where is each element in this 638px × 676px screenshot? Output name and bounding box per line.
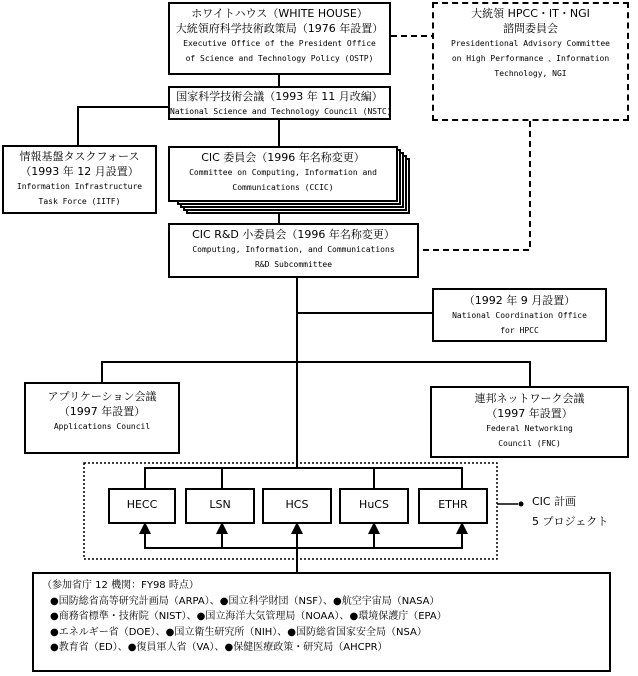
- fnc-box: [430, 386, 629, 458]
- nco-line-3: for HPCC: [500, 326, 539, 335]
- rd-line-2: Computing, Information, and Communications: [192, 245, 395, 254]
- cic-plan-label: [532, 492, 608, 532]
- line-projects-bottom: [145, 525, 462, 548]
- ostp-box: [168, 2, 391, 75]
- iitf-line-1: 情報基盤タスクフォース: [19, 150, 140, 163]
- ostp-line-2: 大統領府科学技術政策局（1976 年設置）: [175, 22, 384, 35]
- ccic-line-1: CIC 委員会（1996 年名称変更）: [201, 151, 365, 164]
- fnc-line-4: Council (FNC): [498, 439, 561, 448]
- ccic-box: [168, 146, 398, 202]
- applications-line-2: （1997 年設置）: [58, 405, 146, 418]
- nstc-line-1: 国家科学技術会議（1993 年 11 月改編）: [176, 90, 383, 103]
- agencies-header: （参加省庁 12 機関：FY98 時点）: [42, 580, 199, 591]
- advisory-line-3: Presidentional Advisory Committee: [451, 39, 610, 48]
- fnc-line-3: Federal Networking: [486, 424, 573, 433]
- ccic-line-2: Committee on Computing, Information and: [189, 168, 377, 177]
- advisory-line-5: Technology, NGI: [494, 69, 567, 78]
- agencies-row: ●国防総省高等研究計画局（ARPA）、●国立科学財団（NSF）、●航空宇宙局（NASA）: [50, 595, 440, 607]
- rd-line-3: R&D Subcommittee: [254, 260, 333, 269]
- applications-line-1: アプリケーション会議: [47, 390, 157, 403]
- project-hcs: HCS: [262, 488, 332, 524]
- advisory-line-1: 大統領 HPCC・IT・NGI: [471, 7, 590, 20]
- project-hucs: HuCS: [339, 488, 409, 524]
- cic-plan-line-2: 5 プロジェクト: [532, 515, 609, 528]
- line-advisory-rd: [419, 121, 530, 250]
- rd-line-1: CIC R&D 小委員会（1996 年名称変更）: [192, 228, 395, 241]
- iitf-box: [2, 145, 157, 214]
- agencies-row: ●商務省標準・技術院（NIST）、●国立海洋大気管理局（NOAA）、●環境保護庁（EPA）: [50, 611, 447, 622]
- nco-line-1: （1992 年 9 月設置）: [463, 294, 576, 307]
- agencies-row: ●教育省（ED）、●復員軍人省（VA）、●保健医療政策・研究局（AHCPR）: [50, 642, 388, 653]
- line-nstc-iitf: [78, 107, 168, 145]
- ostp-line-4: of Science and Technology Policy (OSTP): [185, 54, 374, 63]
- ccic-line-3: Communications (CCIC): [232, 183, 334, 192]
- line-projects-top: [145, 468, 462, 488]
- fnc-line-1: 連邦ネットワーク会議: [474, 392, 585, 405]
- advisory-box: [432, 2, 629, 121]
- cic-plan-line-1: CIC 計画: [532, 495, 577, 508]
- project-ethr: ETHR: [418, 488, 488, 524]
- iitf-line-3: Information Infrastructure: [16, 182, 143, 191]
- nco-line-2: National Coordination Office: [452, 311, 587, 320]
- participating-agencies-box: [32, 572, 611, 672]
- ostp-line-1: ホワイトハウス（WHITE HOUSE）: [191, 7, 368, 20]
- rd-box: [168, 223, 419, 278]
- nco-box: [432, 288, 607, 342]
- applications-council-box: [24, 382, 180, 454]
- applications-line-3: Applications Council: [53, 422, 151, 431]
- iitf-line-2: （1993 年 12 月設置）: [20, 165, 139, 178]
- project-lsn: LSN: [185, 488, 255, 524]
- iitf-line-4: Task Force (IITF): [38, 197, 121, 206]
- agencies-row: ●エネルギー省（DOE）、●国立衛生研究所（NIH）、●国防総省国家安全局（NSA）: [50, 626, 427, 638]
- advisory-line-2: 諮問委員会: [503, 22, 558, 35]
- nstc-line-2: National Science and Technology Council (NSTC): [170, 107, 392, 116]
- ostp-line-3: Executive Office of the President Office: [183, 39, 376, 48]
- advisory-line-4: on High Performance 、Information: [451, 54, 610, 63]
- project-hecc: HECC: [108, 488, 176, 524]
- nstc-box: [168, 86, 391, 120]
- fnc-line-2: （1997 年設置）: [486, 407, 573, 420]
